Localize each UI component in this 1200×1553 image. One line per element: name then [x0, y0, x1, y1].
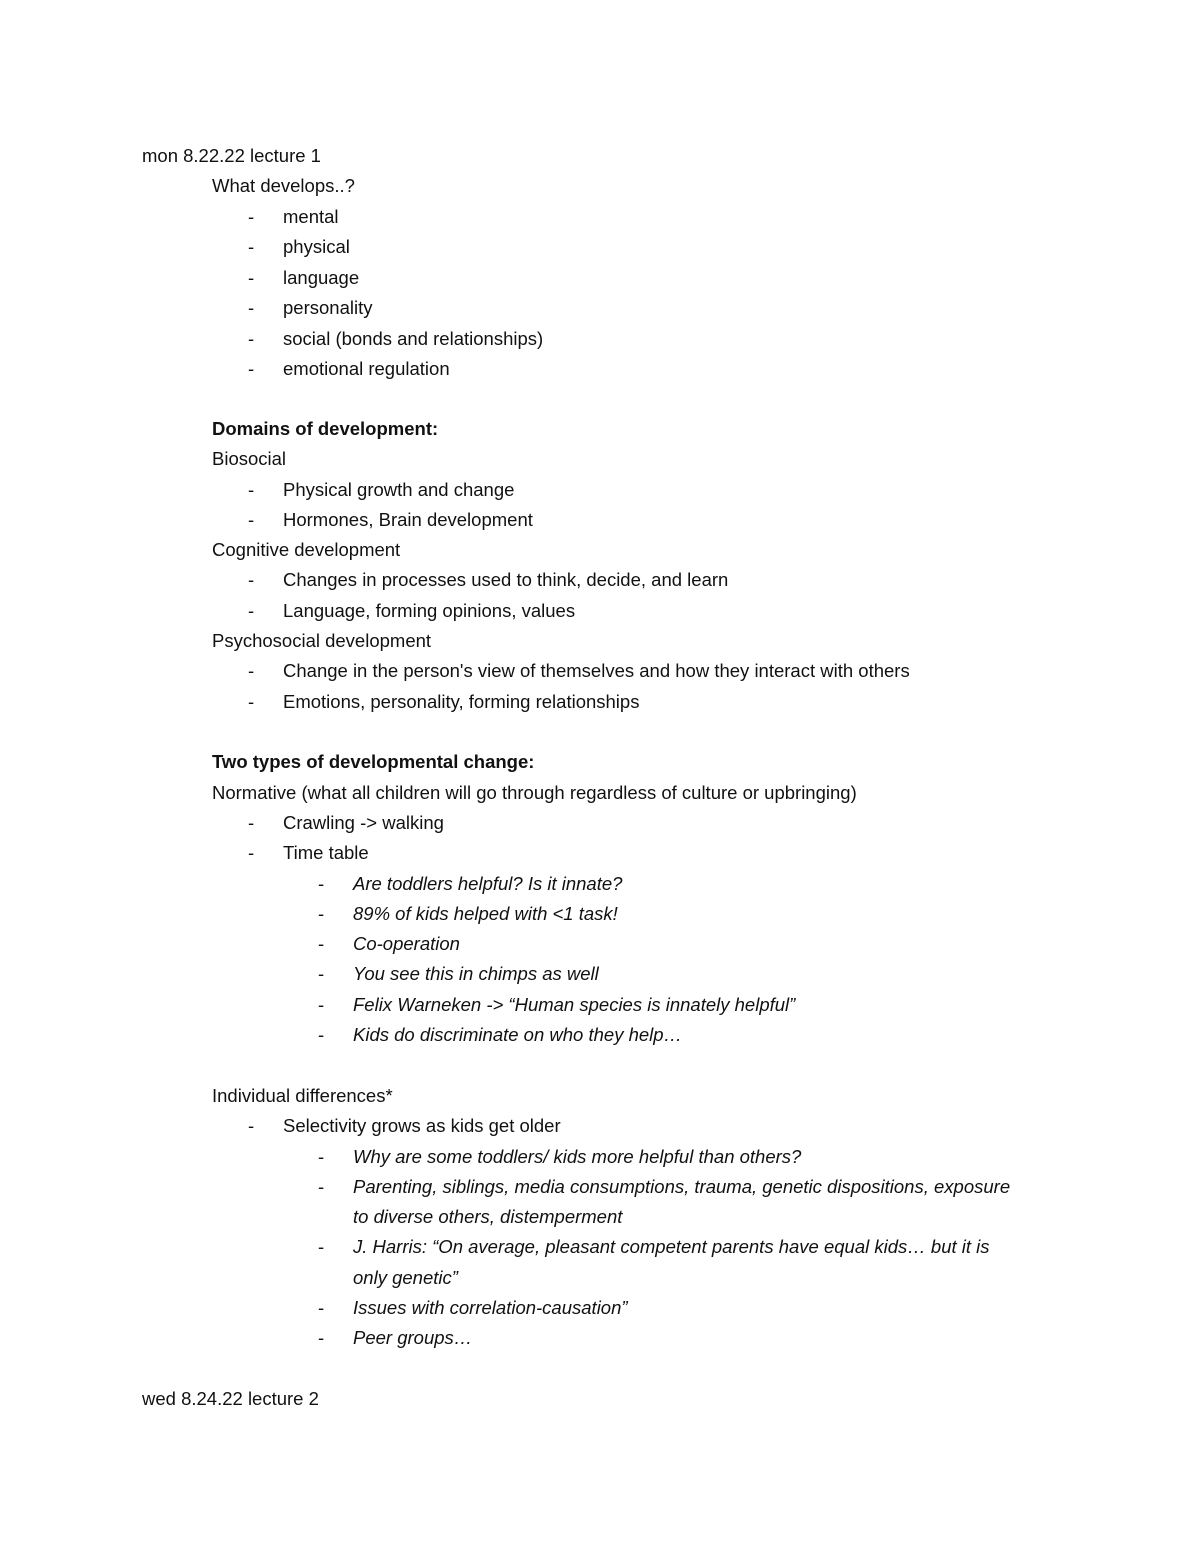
list-item-text: personality [283, 297, 373, 318]
sub-list-item-text: 89% of kids helped with <1 task! [353, 903, 618, 924]
bullet-dash: - [248, 236, 255, 257]
sub-list-item-text: Issues with correlation-causation” [353, 1297, 628, 1318]
list-item-text: Emotions, personality, forming relationships [283, 691, 640, 712]
bullet-dash: - [248, 509, 255, 530]
bullet-dash: - [318, 963, 325, 984]
list-item-text: Crawling -> walking [283, 812, 444, 833]
sub-list-item-text: Parenting, siblings, media consumptions, trauma, genetic dispositions, exposure [353, 1176, 1011, 1197]
sub-list-item-text: You see this in chimps as well [353, 963, 599, 984]
bullet-dash: - [248, 297, 255, 318]
list-item-text: physical [283, 236, 350, 257]
bullet-dash: - [248, 206, 255, 227]
bullet-dash: - [248, 267, 255, 288]
individual-differences-title: Individual differences* [212, 1085, 393, 1106]
list-item-text: Hormones, Brain development [283, 509, 533, 530]
bullet-dash: - [248, 691, 255, 712]
sub-list-item-continuation: to diverse others, distemperment [353, 1206, 623, 1227]
sub-list-item-text: Why are some toddlers/ kids more helpful than others? [353, 1146, 802, 1167]
bullet-dash: - [248, 479, 255, 500]
normative-title: Normative (what all children will go through regardless of culture or upbringing) [212, 782, 857, 803]
bullet-dash: - [318, 1297, 325, 1318]
sub-list-item-text: Felix Warneken -> “Human species is innately helpful” [353, 994, 796, 1015]
what-develops-heading: What develops..? [212, 175, 355, 196]
list-item-text: Changes in processes used to think, decide, and learn [283, 569, 729, 590]
bullet-dash: - [318, 873, 325, 894]
domains-heading: Domains of development: [212, 418, 439, 439]
bullet-dash: - [248, 358, 255, 379]
bullet-dash: - [248, 600, 255, 621]
bullet-dash: - [318, 1146, 325, 1167]
bullet-dash: - [318, 1024, 325, 1045]
sub-list-item-text: Are toddlers helpful? Is it innate? [353, 873, 623, 894]
list-item-text: Time table [283, 842, 369, 863]
bullet-dash: - [248, 842, 255, 863]
sub-list-item-text: J. Harris: “On average, pleasant competent parents have equal kids… but it is [353, 1236, 990, 1257]
bullet-dash: - [248, 1115, 255, 1136]
bullet-dash: - [318, 903, 325, 924]
psychosocial-title: Psychosocial development [212, 630, 432, 651]
types-heading: Two types of developmental change: [212, 751, 535, 772]
list-item-text: Language, forming opinions, values [283, 600, 576, 621]
bullet-dash: - [248, 328, 255, 349]
sub-list-item-text: Co-operation [353, 933, 460, 954]
sub-list-item-continuation: only genetic” [353, 1267, 458, 1288]
sub-list-item-text: Kids do discriminate on who they help… [353, 1024, 683, 1045]
sub-list-item-text: Peer groups… [353, 1327, 473, 1348]
bullet-dash: - [248, 569, 255, 590]
biosocial-title: Biosocial [212, 448, 287, 469]
bullet-dash: - [318, 1176, 325, 1197]
list-item-text: mental [283, 206, 339, 227]
lecture-1-header: mon 8.22.22 lecture 1 [142, 145, 321, 166]
bullet-dash: - [318, 994, 325, 1015]
cognitive-title: Cognitive development [212, 539, 401, 560]
list-item-text: Change in the person's view of themselves and how they interact with others [283, 660, 910, 681]
bullet-dash: - [248, 812, 255, 833]
list-item-text: Physical growth and change [283, 479, 515, 500]
bullet-dash: - [318, 1327, 325, 1348]
lecture-2-header: wed 8.24.22 lecture 2 [142, 1388, 319, 1409]
list-item-text: social (bonds and relationships) [283, 328, 544, 349]
bullet-dash: - [318, 1236, 325, 1257]
bullet-dash: - [318, 933, 325, 954]
list-item-text: language [283, 267, 360, 288]
list-item-text: emotional regulation [283, 358, 450, 379]
bullet-dash: - [248, 660, 255, 681]
list-item-text: Selectivity grows as kids get older [283, 1115, 561, 1136]
